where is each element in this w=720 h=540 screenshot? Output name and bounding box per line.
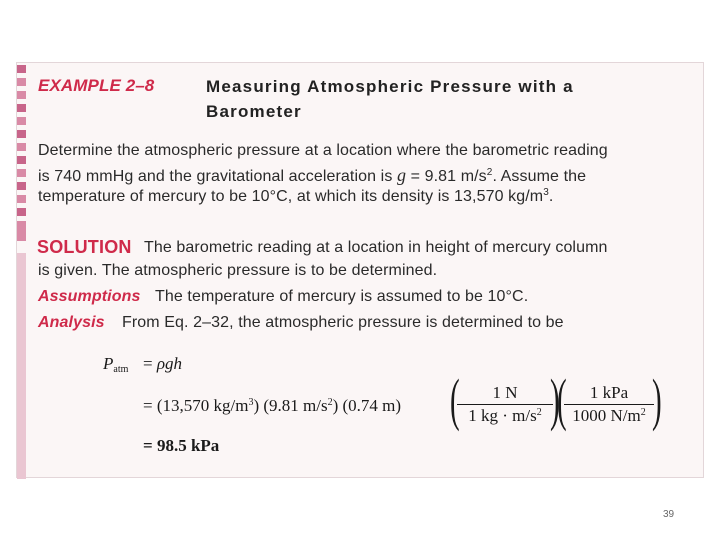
right-paren: ) — [652, 367, 662, 432]
pressure-symbol: $P_{atm}$ — [103, 354, 129, 375]
fraction-numerator: 1 N — [457, 383, 553, 405]
stripe-band — [17, 253, 26, 479]
example-title-line1: Measuring Atmospheric Pressure with a — [206, 77, 574, 96]
stripe-mark — [17, 91, 26, 99]
assumptions-text: The temperature of mercury is assumed to be 10°C. — [155, 288, 529, 305]
decorative-stripe — [17, 63, 30, 477]
right-paren: ) — [550, 367, 560, 432]
solution-line2: is given. The atmospheric pressure is to be determined. — [38, 262, 438, 279]
left-paren: ( — [450, 367, 460, 432]
analysis-text: From Eq. 2–32, the atmospheric pressure is determined to be — [122, 314, 564, 331]
analysis-label: Analysis — [38, 314, 105, 331]
stripe-mark — [17, 195, 26, 203]
equation-result: = 98.5 kPa — [143, 436, 220, 455]
fraction-denominator: 1 kg · $m/s^2$ — [468, 406, 542, 425]
example-title-line2: Barometer — [206, 102, 302, 121]
fraction-numerator: 1 kPa — [564, 383, 654, 405]
stripe-mark — [17, 117, 26, 125]
problem-line3: temperature of mercury to be 10°C, at which its density is 13,570 $kg/m^3$. — [38, 187, 554, 205]
stripe-mark — [17, 221, 26, 241]
stripe-mark — [17, 182, 26, 190]
problem-line2: is 740 mmHg and the gravitational acceleration is g = 9.81 $m/s^2$. Assume the — [38, 165, 587, 185]
stripe-mark — [17, 208, 26, 216]
solution-line1: The barometric reading at a location in height of mercury column — [144, 239, 608, 256]
stripe-mark — [17, 130, 26, 138]
unit-fraction-newton — [457, 383, 553, 426]
assumptions-label: Assumptions — [38, 288, 141, 305]
stripe-mark — [17, 143, 26, 151]
fraction-denominator: 1000 $N/m^2$ — [572, 406, 646, 425]
problem-line1: Determine the atmospheric pressure at a location where the barometric reading — [38, 142, 608, 159]
stripe-mark — [17, 169, 26, 177]
unit-fraction-kpa — [564, 383, 654, 426]
stripe-mark — [17, 65, 26, 73]
example-label: EXAMPLE 2–8 — [38, 76, 155, 95]
stripe-mark — [17, 78, 26, 86]
equation-line2: = (13,570 $kg/m^3$) (9.81 $m/s^2$) (0.74 m) — [143, 396, 402, 415]
left-paren: ( — [557, 367, 567, 432]
stripe-mark — [17, 104, 26, 112]
solution-label: SOLUTION — [37, 237, 132, 257]
equation-line1: = ρgh — [143, 354, 183, 373]
page-number: 39 — [663, 509, 675, 520]
stripe-mark — [17, 156, 26, 164]
